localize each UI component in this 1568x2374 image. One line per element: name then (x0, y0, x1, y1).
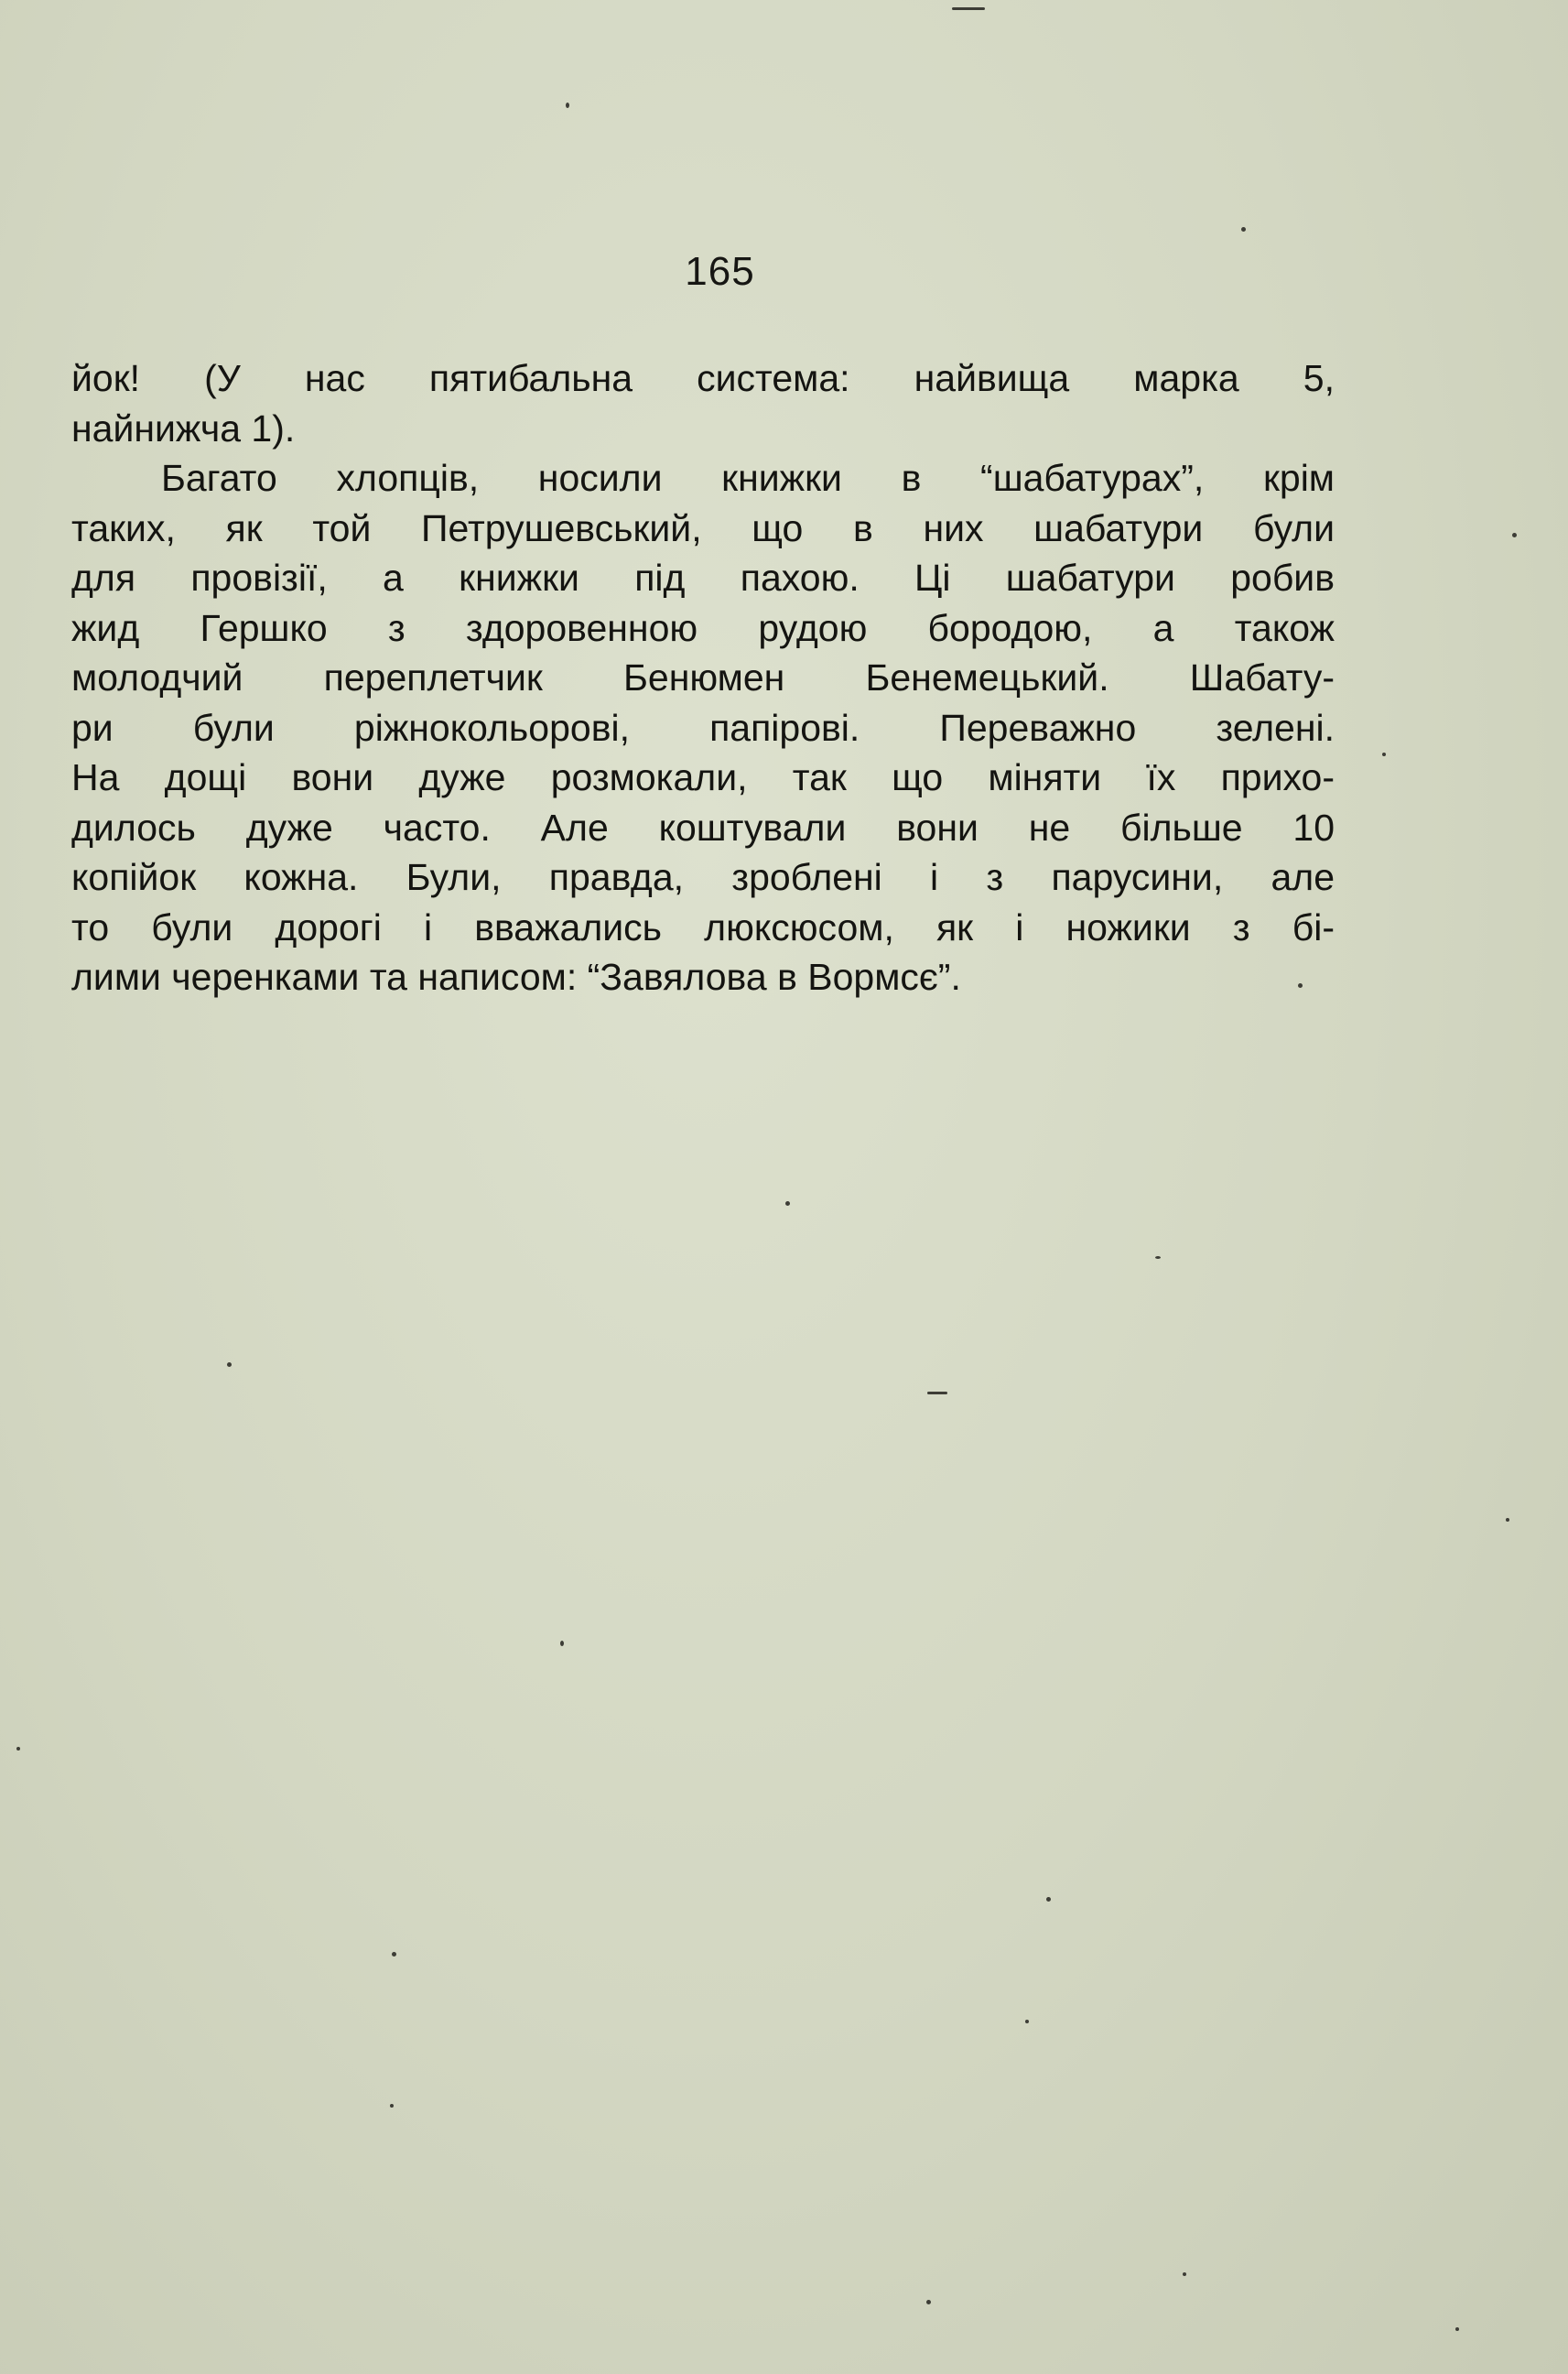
paper-speck (952, 7, 985, 10)
paper-speck (1025, 2020, 1029, 2023)
paper-speck (392, 1952, 396, 1957)
text-line: жид Гершко з здоровенною рудою бородою, а також (71, 606, 1335, 649)
text-line: ри були ріжнокольорові, папірові. Переважно зелені. (71, 706, 1335, 749)
page-number: 165 (685, 249, 755, 294)
paper-speck (1512, 533, 1517, 537)
paper-speck (227, 1362, 232, 1367)
text-line: йок! (У нас пятибальна система: найвища марка 5, (71, 357, 1335, 399)
text-line: На дощі вони дуже розмокали, так що міняти їх прихо- (71, 756, 1335, 798)
paper-speck (1382, 753, 1386, 756)
paragraph-1 (71, 353, 1335, 453)
paper-speck (390, 2104, 394, 2108)
paper-speck (16, 1747, 20, 1751)
paper-speck (1455, 2327, 1459, 2331)
text-line: копійок кожна. Були, правда, зроблені і з парусини, але (71, 856, 1335, 898)
paper-speck (1183, 2272, 1186, 2276)
paper-speck (560, 1641, 564, 1646)
paper-speck (1046, 1897, 1051, 1902)
paper-speck (1241, 227, 1246, 232)
text-line: таких, як той Петрушевський, що в них шабатури були (71, 506, 1335, 549)
text-line: молодчий переплетчик Бенюмен Бенемецький. Шабату- (71, 656, 1335, 699)
text-line: Багато хлопців, носили книжки в “шабатурах”, крім (161, 457, 1335, 499)
paper-speck (1298, 983, 1303, 988)
paper-speck (1506, 1518, 1509, 1522)
paper-speck (566, 103, 569, 108)
text-line: для провізії, а книжки під пахою. Ці шабатури робив (71, 557, 1335, 599)
text-line: то були дорогі і вважались люксюсом, як і ножики з бі- (71, 905, 1335, 949)
text-line: дилось дуже часто. Але коштували вони не більше 10 (71, 806, 1335, 849)
text-line: лими черенками та написом: “Завялова в Вормсє”. (71, 956, 961, 998)
paper-speck (926, 2300, 931, 2304)
body-text (71, 353, 1335, 1003)
paper-speck (785, 1201, 790, 1206)
paragraph-2 (71, 453, 1335, 1003)
text-line: найнижча 1). (71, 407, 296, 450)
paper-speck (927, 1392, 947, 1394)
paper-speck (1155, 1256, 1161, 1259)
